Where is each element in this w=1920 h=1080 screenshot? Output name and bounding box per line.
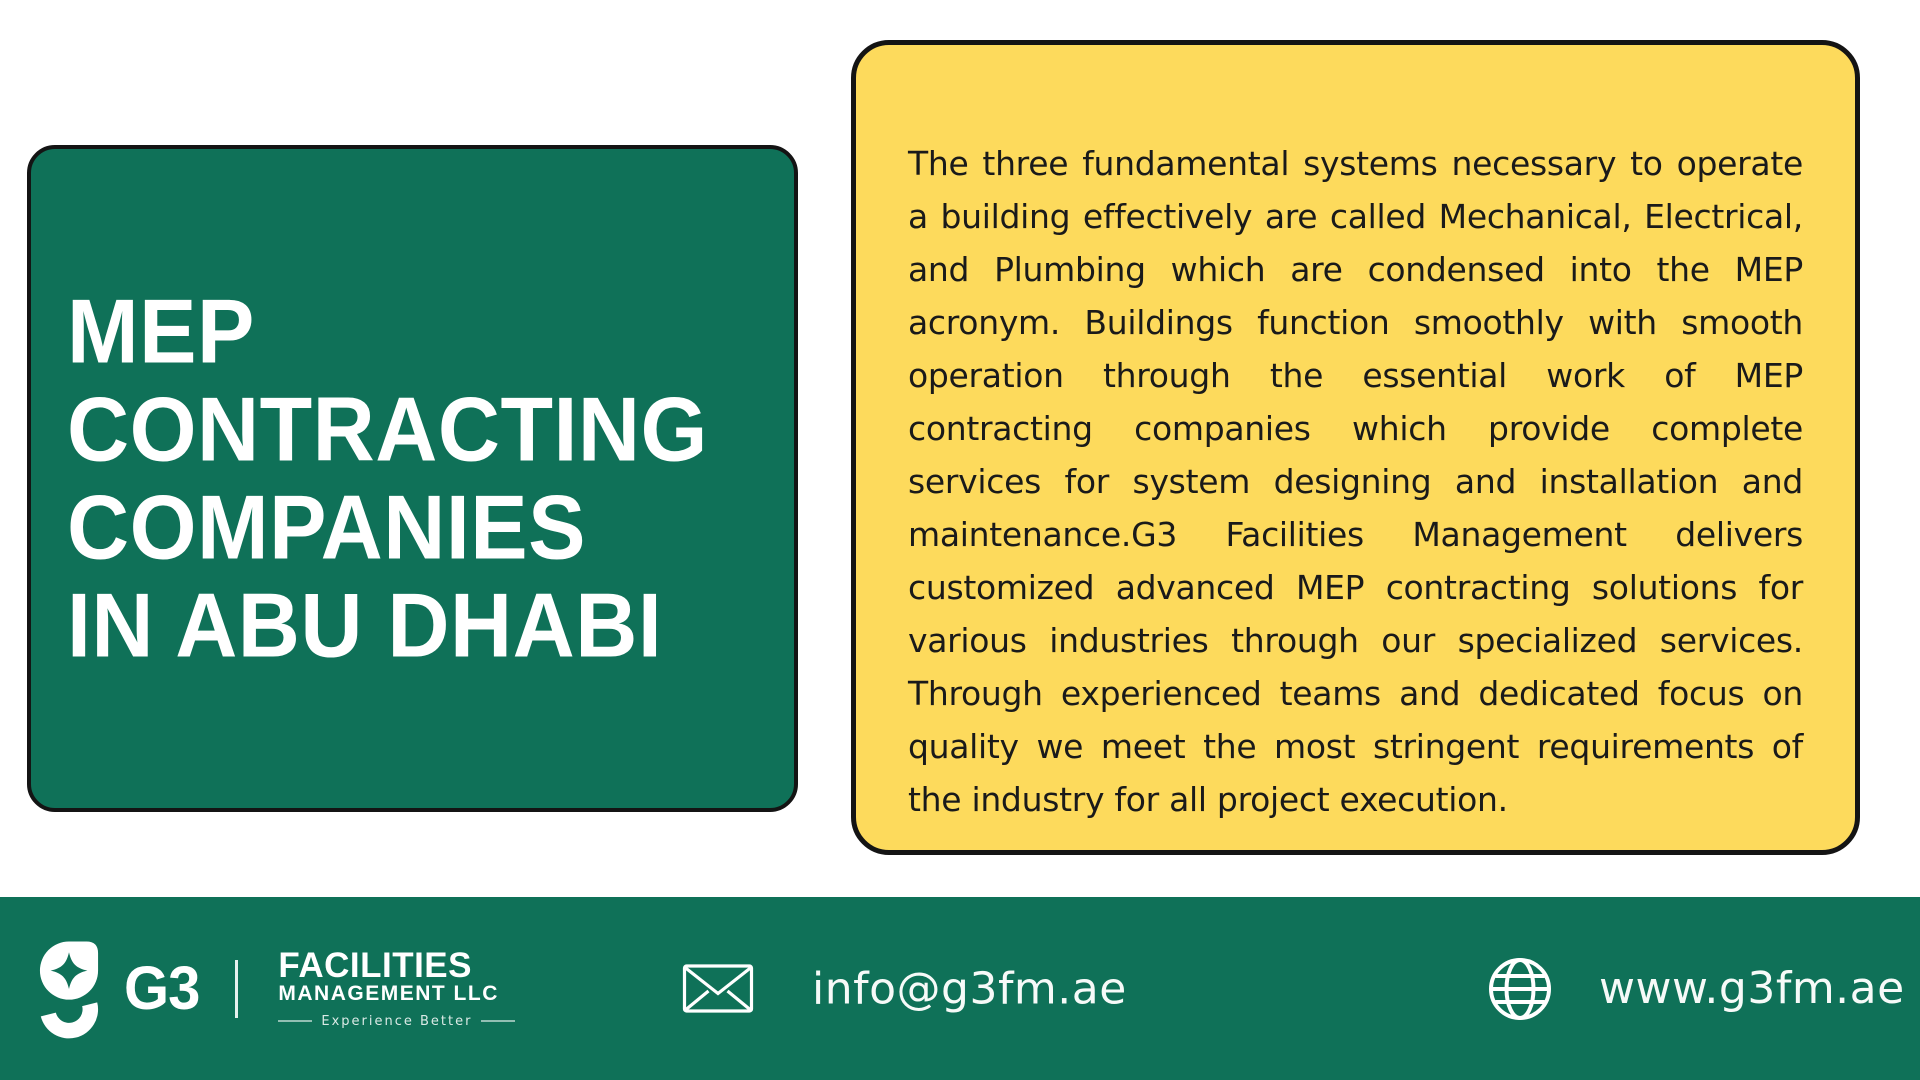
title-line: COMPANIES [67,476,586,579]
title-line: IN ABU DHABI [67,574,663,677]
footer-bar [0,897,1920,1080]
tagline-dash-right [481,1020,515,1022]
brand-logo [38,938,515,1040]
title-line: MEP [67,280,255,383]
description-panel [851,40,1860,855]
brand-tagline-row [278,1014,515,1029]
website-text: www.g3fm.ae [1599,963,1905,1014]
brand-name-line2: MANAGEMENT LLC [278,981,499,1005]
brand-abbrev: G3 [124,954,200,1023]
brand-divider [235,960,238,1018]
globe-icon [1487,956,1553,1022]
description-text: The three fundamental systems necessary to operate a building effectively are called Mechanical, Electrical, and Plumbing which are condensed into the MEP acronym. Buildings function smoothly with smooth operation through the essential work of MEP contracting companies which provide complete services for system designing and installation and maintenance.G3 Facilities Management delivers customized advanced MEP contracting solutions for various industries through our specialized services. Through experienced teams and dedicated focus on quality we meet the most stringent requirements of the industry for all project execution. [908,144,1803,819]
email-text: info@g3fm.ae [812,963,1127,1014]
g3-logo-mark-icon [38,938,100,1040]
envelope-icon [682,964,754,1014]
brand-name-line1: FACILITIES [278,945,472,985]
brand-tagline: Experience Better [321,1013,473,1029]
title-line: CONTRACTING [67,378,708,481]
brand-names [278,945,515,1029]
tagline-dash-left [278,1020,312,1022]
title-panel [27,145,798,812]
page-title [31,280,708,677]
email-contact[interactable] [682,963,1127,1014]
website-link[interactable] [1487,956,1905,1022]
